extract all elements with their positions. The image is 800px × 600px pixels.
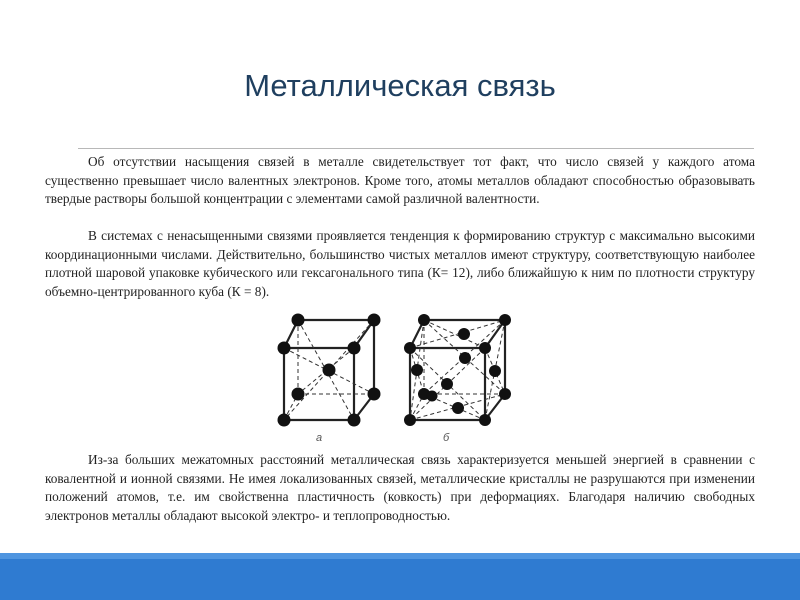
paragraph-saturation: Об отсутствии насыщения связей в металле свидетельствует тот факт, что число связей у каждого атома существенно превышает число валентных электронов. Кроме того, атомы металлов обладают способностью образовывать твердые растворы большой концентрации с элементами самой различной валентности. bbox=[45, 154, 755, 207]
figure-label-b: б bbox=[443, 432, 450, 444]
crystal-lattice-figure bbox=[270, 310, 530, 450]
paragraph-properties: Из-за больших межатомных расстояний металлическая связь характеризуется меньшей энергией в сравнении с ковалентной и ионной связями. Не имея локализованных связей, металлические кристаллы не разрушаются при изменении положений атомов, т.е. им свойственна пластичность (ковкость) при деформациях. Благодаря наличию свободных электронов металлы обладают высокой электро- и теплопроводностью. bbox=[45, 452, 755, 524]
figure-label-a: а bbox=[316, 432, 323, 444]
bcc-cube-diagram bbox=[270, 310, 390, 440]
fcc-cube-diagram bbox=[400, 310, 525, 440]
footer-bar-highlight bbox=[0, 553, 800, 559]
footer-bar bbox=[0, 553, 800, 600]
paragraph-coordination: В системах с ненасыщенными связями проявляется тенденция к формированию структур с максимально высокими координационными числами. Действительно, большинство чистых металлов имеют структуру, соответствующую наиболее плотной шаровой упаковке кубического или гексагонального типа (К= 12), либо ближайшую к ним по плотности структуру объемно-центрированного куба (К = 8). bbox=[45, 228, 755, 300]
slide-title: Металлическая связь bbox=[244, 68, 556, 103]
title-divider bbox=[78, 148, 754, 149]
